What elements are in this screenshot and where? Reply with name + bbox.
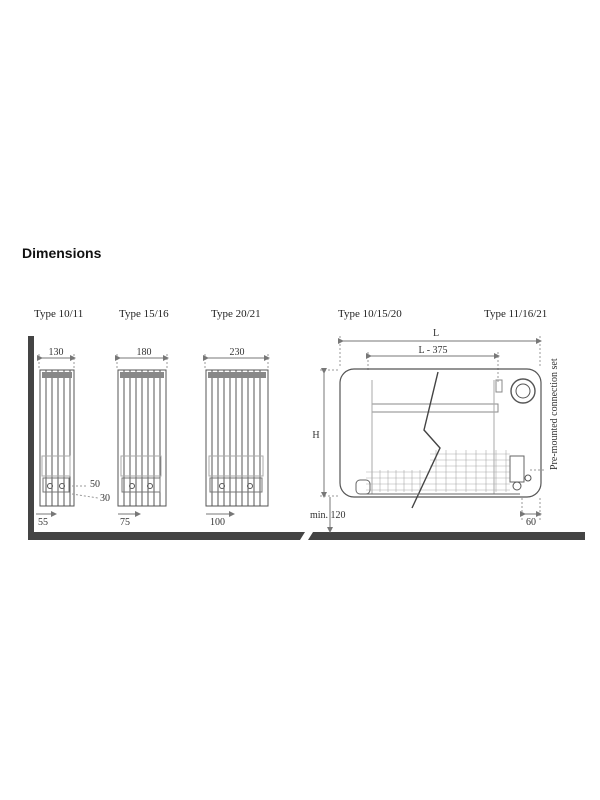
side-view-2 [117,347,167,528]
side-view-3 [205,347,268,528]
front-view-length: L [432,328,440,339]
side-view-1-type-label: Type 10/11 [34,308,84,320]
front-view-right-offset: 60 [526,517,536,528]
side-view-1-depth: 130 [48,347,64,358]
side-view-3-offset: 100 [210,517,225,528]
front-view-type-left-label: Type 10/15/20 [338,308,402,320]
front-view-type-right-label: Type 11/16/21 [484,308,548,320]
floor-and-wall [28,336,585,540]
front-view [310,328,560,530]
side-view-2-type-label: Type 15/16 [119,308,169,320]
front-view-inner-length: L - 375 [418,345,448,356]
front-view-min-clearance: min. 120 [310,510,346,521]
side-view-3-depth: 230 [229,347,245,358]
side-view-1-dim-30: 30 [100,493,110,504]
side-view-2-depth: 180 [136,347,152,358]
side-view-1 [36,347,110,528]
front-view-connection-note: Pre-mounted connection set [549,358,560,470]
side-view-3-type-label: Type 20/21 [211,308,261,320]
front-view-height: H [312,430,320,441]
section-heading: Dimensions [22,245,102,261]
side-view-2-offset: 75 [120,517,130,528]
side-view-1-dim-50: 50 [90,479,100,490]
side-view-1-offset: 55 [38,517,48,528]
